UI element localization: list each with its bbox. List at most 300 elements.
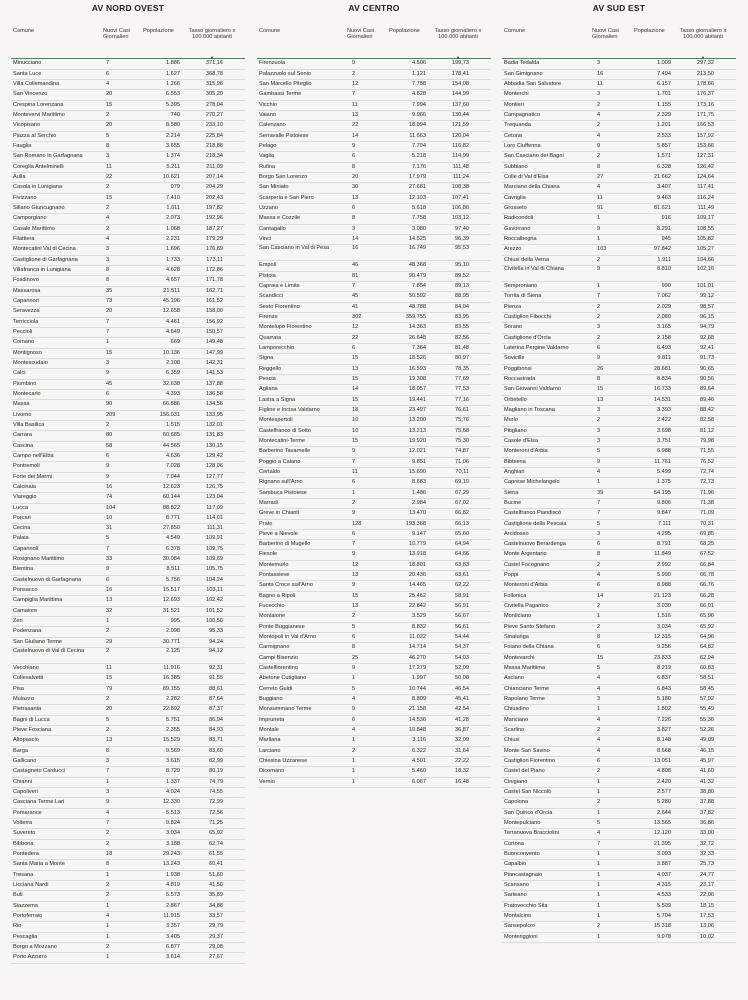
cell-popolazione: 23.497 [408, 406, 426, 413]
cell-casi: 7 [106, 768, 110, 775]
cell-tasso: 35,89 [209, 892, 223, 899]
cell-casi: 14 [352, 235, 359, 242]
table-row [11, 891, 245, 901]
cell-popolazione: 5.618 [412, 204, 426, 211]
cell-casi: 8 [352, 644, 356, 651]
cell-popolazione: 12.103 [408, 194, 426, 201]
cell-tasso: 105,27 [696, 246, 714, 253]
cell-tasso: 109,91 [205, 535, 223, 542]
cell-tasso: 64,66 [455, 551, 469, 558]
cell-popolazione: 14.363 [408, 324, 426, 331]
table-row [11, 726, 245, 736]
cell-popolazione: 60.144 [162, 494, 180, 501]
cell-tasso: 297,32 [696, 60, 714, 67]
cell-tasso: 46,15 [700, 747, 714, 754]
cell-tasso: 66,01 [700, 603, 714, 610]
cell-comune: Poggibonsi [504, 365, 532, 372]
cell-tasso: 65,92 [700, 623, 714, 630]
cell-popolazione: 14.531 [653, 396, 671, 403]
cell-casi: 2 [106, 204, 110, 211]
cell-casi: 6 [106, 452, 110, 459]
cell-casi: 6 [597, 758, 601, 765]
cell-comune: Borgo San Lorenzo [259, 174, 308, 180]
cell-casi: 2 [597, 313, 601, 320]
table-row [502, 695, 736, 705]
cell-popolazione: 13.918 [408, 551, 426, 558]
cell-popolazione: 28.681 [653, 365, 671, 372]
cell-popolazione: 13.565 [653, 820, 671, 827]
cell-tasso: 97,40 [455, 225, 469, 232]
cell-tasso: 62,22 [455, 582, 469, 589]
cell-casi: 4 [597, 747, 601, 754]
cell-casi: 1 [106, 618, 110, 625]
table-row [257, 716, 491, 726]
table-row [502, 406, 736, 416]
cell-comune: Rosignano Marittimo [13, 556, 65, 563]
cell-comune: Empoli [259, 262, 277, 269]
cell-tasso: 82,99 [209, 758, 223, 765]
table-row [11, 111, 245, 121]
cell-tasso: 187,27 [205, 225, 223, 232]
table-row [257, 581, 491, 591]
table-row [502, 623, 736, 633]
cell-casi: 11 [597, 81, 603, 88]
cell-casi: 7 [597, 840, 601, 847]
table-row [502, 571, 736, 581]
cell-tasso: 90,56 [700, 375, 714, 382]
cell-comune: Minucciano [13, 60, 42, 67]
table-row [11, 674, 245, 684]
table-row [11, 245, 245, 255]
cell-popolazione: 12.315 [653, 634, 671, 641]
cell-comune: Suvereto [13, 830, 36, 837]
cell-tasso: 162,71 [205, 287, 223, 294]
cell-casi: 1 [106, 954, 110, 961]
cell-popolazione: 9.569 [166, 747, 180, 754]
table-row [11, 307, 245, 317]
table-row [502, 132, 736, 142]
cell-casi: 9 [106, 799, 110, 806]
cell-comune: San Quirico d'Orcia [504, 809, 553, 816]
cell-tasso: 137,60 [451, 101, 469, 108]
table-row [257, 194, 491, 204]
cell-comune: Castiglion Fibocchi [504, 313, 551, 320]
table-header [502, 14, 736, 58]
cell-tasso: 42,54 [455, 706, 469, 713]
cell-casi: 104 [106, 504, 116, 511]
cell-casi: 1 [597, 282, 601, 289]
cell-casi: 6 [352, 479, 356, 486]
cell-casi: 1 [106, 923, 110, 930]
table-row [502, 282, 736, 292]
cell-popolazione: 5.218 [412, 153, 426, 160]
cell-comune: Piombino [13, 380, 37, 387]
cell-casi: 13 [352, 572, 359, 579]
cell-popolazione: 1.938 [166, 871, 180, 878]
table-row [257, 489, 491, 499]
header-tasso: Tasso giornaliero x 100.000 abitanti [679, 28, 727, 41]
cell-tasso: 41,32 [700, 778, 714, 785]
cell-popolazione: 979 [170, 184, 180, 191]
cell-tasso: 123,04 [205, 494, 223, 501]
cell-casi: 8 [352, 215, 356, 222]
cell-casi: 2 [106, 225, 110, 232]
table-row [502, 427, 736, 437]
cell-tasso: 50,08 [455, 675, 469, 682]
cell-popolazione: 22.842 [408, 603, 426, 610]
cell-popolazione: 1.886 [166, 60, 180, 67]
table-row [11, 462, 245, 472]
cell-comune: Firenzuola [259, 60, 286, 67]
table-row [257, 214, 491, 224]
cell-popolazione: 7.364 [412, 344, 426, 351]
cell-comune: Sinalunga [504, 634, 529, 641]
table-row [11, 173, 245, 183]
cell-tasso: 72,74 [700, 468, 714, 475]
table-row [502, 788, 736, 798]
table-row [502, 235, 736, 245]
cell-tasso: 62,74 [209, 840, 223, 847]
cell-tasso: 98,57 [700, 303, 714, 310]
table-row [502, 530, 736, 540]
cell-comune: Anghiari [504, 468, 525, 475]
cell-casi: 8 [106, 277, 110, 284]
cell-popolazione: 14.465 [408, 582, 426, 589]
cell-tasso: 218,88 [205, 143, 223, 150]
table-row [257, 375, 491, 385]
table-row [502, 245, 736, 255]
cell-tasso: 74,55 [209, 789, 223, 796]
cell-popolazione: 8.791 [657, 541, 671, 548]
cell-popolazione: 2.029 [657, 303, 671, 310]
cell-comune: Forte dei Marmi [13, 473, 53, 480]
table-row [502, 881, 736, 891]
cell-casi: 15 [352, 437, 359, 444]
table-row [502, 478, 736, 488]
cell-comune: Peccioli [13, 328, 33, 335]
cell-tasso: 55,36 [700, 716, 714, 723]
cell-casi: 9 [352, 60, 356, 67]
table-row [257, 664, 491, 674]
cell-comune: Cinigiano [504, 778, 528, 785]
cell-comune: Abetone Cutigliano [259, 675, 307, 682]
cell-tasso: 104,66 [696, 256, 714, 263]
cell-tasso: 79,98 [700, 437, 714, 444]
table-row [257, 623, 491, 633]
cell-comune: Chiesina Uzzanese [259, 758, 308, 765]
cell-tasso: 89,46 [700, 396, 714, 403]
cell-casi: 6 [352, 153, 356, 160]
cell-casi: 6 [106, 576, 110, 583]
table-row [257, 80, 491, 90]
cell-casi: 8 [597, 163, 601, 170]
cell-casi: 6 [352, 634, 356, 641]
cell-comune: Buti [13, 892, 23, 899]
cell-comune: Radicondoli [504, 215, 534, 222]
cell-tasso: 17,53 [700, 912, 714, 919]
table-row [257, 571, 491, 581]
cell-tasso: 65,60 [455, 530, 469, 537]
cell-casi: 4 [597, 830, 601, 837]
cell-popolazione: 25.462 [408, 592, 426, 599]
cell-casi: 1 [597, 706, 601, 713]
cell-popolazione: 9.806 [657, 499, 671, 506]
cell-comune: Roccalbegna [504, 235, 537, 242]
cell-tasso: 56,61 [455, 623, 469, 630]
cell-popolazione: 13.200 [408, 417, 426, 424]
cell-tasso: 102,42 [205, 597, 223, 604]
cell-tasso: 179,29 [205, 235, 223, 242]
cell-tasso: 92,68 [700, 334, 714, 341]
cell-casi: 4 [352, 727, 356, 734]
cell-popolazione: 8.729 [166, 768, 180, 775]
column-av-nord-ovest [11, 2, 245, 964]
cell-popolazione: 17.279 [408, 665, 426, 672]
cell-casi: 3 [106, 789, 110, 796]
cell-popolazione: 8.291 [657, 225, 671, 232]
cell-casi: 8 [597, 634, 601, 641]
cell-comune: Buonconvento [504, 851, 540, 857]
table-row [502, 256, 736, 266]
cell-tasso: 88,42 [700, 406, 714, 413]
cell-tasso: 89,13 [455, 282, 469, 289]
cell-comune: Capraia e Limite [259, 282, 300, 289]
cell-comune: Lucca [13, 504, 28, 511]
cell-comune: Pienza [504, 303, 522, 310]
cell-tasso: 218,34 [205, 153, 223, 160]
cell-tasso: 63,61 [455, 572, 469, 579]
cell-popolazione: 9.463 [657, 194, 671, 201]
table-row [11, 860, 245, 870]
cell-popolazione: 3.405 [166, 933, 180, 940]
cell-comune: Piancastagnaio [504, 871, 543, 878]
cell-popolazione: 5.990 [657, 572, 671, 579]
cell-tasso: 36,87 [455, 727, 469, 734]
cell-comune: Reggello [259, 365, 282, 372]
cell-tasso: 66,76 [700, 582, 714, 589]
cell-tasso: 65,92 [209, 830, 223, 837]
cell-comune: Uzzano [259, 204, 278, 211]
table-row [11, 829, 245, 839]
cell-comune: Crespina Lorenzana [13, 101, 64, 108]
cell-tasso: 109,69 [205, 556, 223, 563]
cell-popolazione: 11.022 [409, 634, 426, 641]
cell-tasso: 107,41 [451, 194, 469, 201]
cell-tasso: 96,15 [700, 313, 714, 320]
cell-tasso: 95,33 [209, 628, 223, 635]
cell-popolazione: 7.854 [412, 282, 426, 289]
cell-casi: 2 [597, 923, 601, 930]
cell-popolazione: 2.992 [657, 561, 671, 568]
table-row [502, 214, 736, 224]
cell-tasso: 105,82 [696, 235, 714, 242]
cell-casi: 3 [106, 758, 110, 765]
cell-tasso: 116,82 [452, 143, 469, 150]
cell-tasso: 142,31 [205, 359, 223, 366]
cell-comune: Piazza al Serchio [13, 132, 57, 139]
cell-tasso: 117,41 [697, 184, 714, 191]
cell-tasso: 124,64 [696, 174, 714, 180]
cell-comune: Massarosa [13, 287, 41, 294]
cell-casi: 2 [352, 70, 356, 77]
cell-tasso: 87,37 [209, 706, 223, 713]
cell-comune: Badia Tedalda [504, 60, 540, 67]
sort-desc-icon: ▼ [456, 55, 460, 60]
cell-comune: Sillano Giuncugnano [13, 204, 65, 211]
table-row [502, 80, 736, 90]
cell-casi: 10 [352, 427, 359, 434]
table-row [11, 881, 245, 891]
cell-casi: 4 [597, 468, 601, 475]
cell-tasso: 23,17 [700, 881, 714, 888]
table-row [257, 204, 491, 214]
table-row [502, 819, 736, 829]
cell-comune: Rignano sull'Arno [259, 479, 303, 486]
cell-casi: 1 [597, 892, 601, 899]
table-row [502, 70, 736, 80]
cell-casi: 8 [106, 266, 110, 273]
cell-popolazione: 10.848 [408, 727, 426, 734]
cell-casi: 7 [106, 60, 110, 67]
cell-comune: Campi Bisenzio [259, 654, 298, 661]
table-row [502, 303, 736, 313]
cell-casi: 5 [106, 716, 110, 723]
cell-comune: Pisa [13, 685, 24, 692]
cell-popolazione: 3.407 [657, 184, 671, 191]
cell-tasso: 37,82 [700, 809, 714, 816]
cell-tasso: 150,57 [205, 328, 223, 335]
cell-popolazione: 8.988 [657, 582, 671, 589]
table-row [11, 617, 245, 627]
cell-popolazione: 4.819 [166, 881, 180, 888]
cell-comune: Fivizzano [13, 194, 37, 201]
cell-popolazione: 9.256 [657, 644, 671, 651]
cell-casi: 7 [106, 820, 110, 827]
table-row [257, 90, 491, 100]
cell-tasso: 24,77 [700, 871, 714, 878]
cell-popolazione: 22.892 [162, 706, 180, 713]
cell-casi: 15 [106, 349, 113, 356]
cell-casi: 12 [352, 81, 359, 88]
cell-casi: 9 [352, 448, 356, 455]
cell-popolazione: 10.779 [408, 541, 426, 548]
cell-tasso: 41,50 [209, 881, 223, 888]
cell-casi: 16 [597, 70, 604, 77]
cell-comune: Portoferraio [13, 912, 43, 919]
cell-comune: San Marcello Piteglio [259, 81, 312, 88]
table-row [502, 499, 736, 509]
table-row [257, 685, 491, 695]
table-row [502, 447, 736, 457]
cell-popolazione: 6.328 [657, 163, 671, 170]
table-row [502, 334, 736, 344]
table-row [11, 318, 245, 328]
cell-casi: 14 [597, 592, 604, 599]
cell-comune: Coreglia Antelminelli [13, 163, 64, 170]
cell-casi: 4 [352, 696, 356, 703]
cell-popolazione: 8.832 [412, 623, 426, 630]
cell-popolazione: 3.393 [657, 406, 671, 413]
table-row [11, 235, 245, 245]
cell-comune: Poppi [504, 572, 519, 579]
cell-casi: 14 [352, 386, 359, 393]
cell-tasso: 109,75 [205, 545, 223, 552]
table-body [11, 59, 245, 963]
cell-tasso: 64,82 [700, 644, 714, 651]
table-row [502, 643, 736, 653]
cell-tasso: 141,53 [205, 370, 223, 377]
table-row [257, 674, 491, 684]
cell-popolazione: 9.147 [412, 530, 426, 537]
cell-comune: Podenzana [13, 628, 42, 635]
header-popolazione: Popolazione [634, 28, 665, 34]
cell-popolazione: 6.988 [657, 448, 671, 455]
table-row [257, 292, 491, 302]
cell-casi: 2 [597, 334, 601, 341]
cell-popolazione: 1.011 [166, 204, 180, 211]
table-row [502, 396, 736, 406]
cell-comune: Seravezza [13, 308, 40, 315]
cell-comune: Campo nell'Elba [13, 452, 54, 459]
table-row [502, 204, 736, 214]
cell-comune: Castiglione di Garfagnana [13, 256, 78, 263]
cell-comune: Massa e Cozzile [259, 215, 301, 222]
cell-tasso: 109,17 [696, 215, 714, 222]
cell-tasso: 87,64 [209, 696, 223, 703]
cell-popolazione: 16.593 [408, 365, 426, 372]
cell-casi: 20 [106, 706, 113, 713]
cell-popolazione: 12.120 [653, 830, 671, 837]
table-row [502, 111, 736, 121]
table-row [257, 654, 491, 664]
table-row [502, 674, 736, 684]
cell-comune: Montevervi Marittimo [13, 112, 65, 119]
cell-comune: Villa Basilica [13, 421, 45, 428]
cell-popolazione: 1.374 [166, 153, 180, 160]
table-row [502, 313, 736, 323]
cell-popolazione: 4.461 [166, 318, 180, 325]
table-row [502, 59, 736, 69]
cell-comune: Sambuca Pistoiese [259, 489, 307, 496]
cell-comune: Arcidosso [504, 530, 529, 537]
cell-comune: Cantagallo [259, 225, 286, 232]
header-tasso: Tasso giornaliero x 100.000 abitanti [188, 28, 236, 41]
cell-popolazione: 26.648 [408, 334, 426, 341]
cell-comune: Calcinaia [13, 483, 37, 490]
cell-tasso: 66,28 [700, 592, 714, 599]
cell-comune: Bagno a Ripoli [259, 592, 296, 599]
cell-popolazione: 23.833 [653, 654, 671, 661]
cell-tasso: 54,37 [455, 644, 469, 651]
cell-casi: 1 [597, 912, 601, 919]
table-row [11, 778, 245, 788]
table-row [11, 767, 245, 777]
cell-comune: San Miniato [259, 184, 289, 191]
cell-comune: Capolona [504, 799, 528, 806]
cell-casi: 15 [597, 654, 604, 661]
cell-tasso: 18,32 [455, 768, 469, 775]
table-row [502, 365, 736, 375]
cell-popolazione: 7.410 [166, 194, 180, 201]
cell-casi: 27 [597, 174, 604, 180]
cell-tasso: 81,48 [455, 344, 469, 351]
cell-comune: Viareggio [13, 494, 37, 501]
table-row [11, 685, 245, 695]
table-row [11, 576, 245, 586]
cell-popolazione: 11.663 [409, 132, 426, 139]
cell-casi: 8 [106, 747, 110, 754]
table-row [257, 612, 491, 622]
